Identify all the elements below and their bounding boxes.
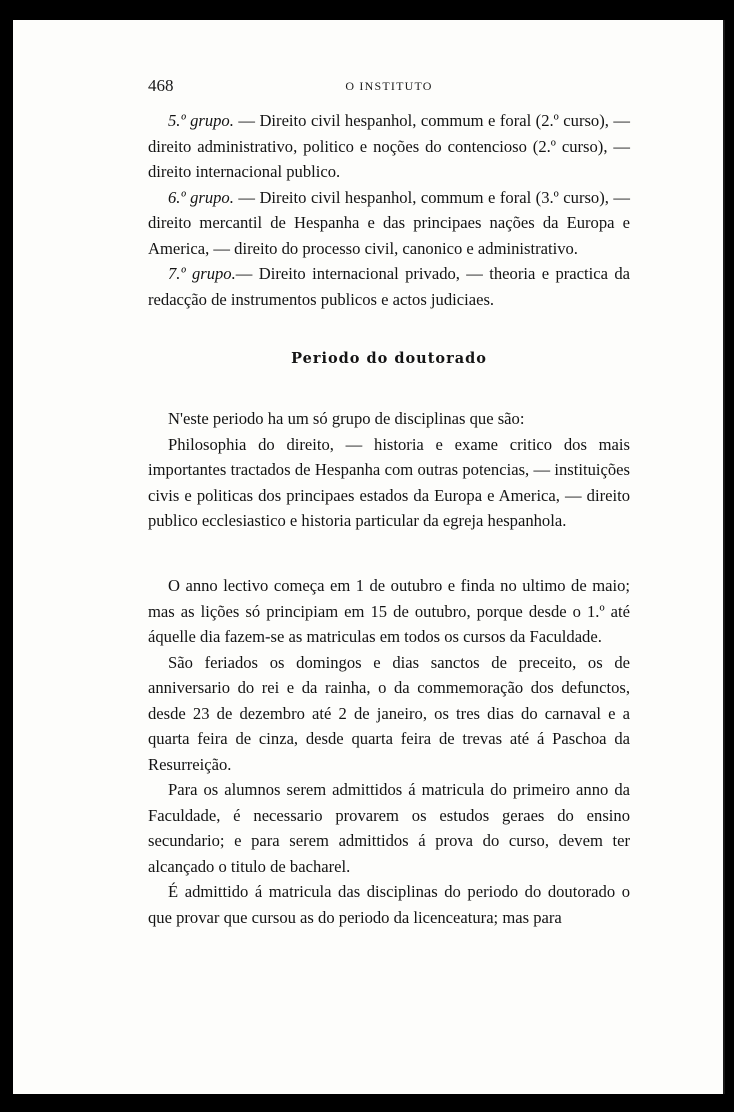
group-text: — Direito internacional privado, — theoria e practica da redacção de instrumentos publicos e actos judiciaes.: [148, 264, 630, 309]
group-text: — Direito civil hespanhol, commum e foral (3.º curso), — direito mercantil de Hespanha e das principaes nações da Europa e America, — direito do processo civil, canonico e administrativo.: [148, 187, 630, 258]
doctorate-intro: N'este periodo ha um só grupo de disciplinas que são:: [168, 409, 525, 428]
group-label: 5.º grupo.: [168, 111, 234, 130]
group-label: 6.º grupo.: [168, 187, 234, 207]
general-rules-section: [148, 573, 630, 930]
section-title: Periodo do doutorado: [291, 350, 487, 367]
page-header: [148, 76, 630, 100]
group-label: 7.º grupo.: [168, 264, 236, 283]
admission-paragraph: Para os alumnos serem admittidos á matricula do primeiro anno da Faculdade, é necessario provarem os estudos geraes do ensino secundario; e para serem admittidos á prova do curso, devem ter alcançado o titulo de bacharel.: [148, 780, 630, 876]
groups-section: [148, 108, 630, 312]
running-title: O INSTITUTO: [345, 79, 433, 93]
page-number: 468: [148, 76, 174, 95]
page-edge: [723, 20, 725, 1094]
group-7-paragraph: [148, 261, 630, 312]
holidays-paragraph: São feriados os domingos e dias sanctos de preceito, os de anniversario do rei e da rainha, o da commemoração dos defunctos, desde 23 de dezembro até 2 de janeiro, os tres dias do carnaval e a quarta feira de cinza, desde quarta feira de trevas até á Paschoa da Resurreição.: [148, 652, 630, 774]
group-text: — Direito civil hespanhol, commum e foral (2.º curso), — direito administrativo, politico e noções do contencioso (2.º curso), — direito internacional publico.: [148, 111, 630, 181]
doctorate-admission-paragraph: É admittido á matricula das disciplinas do periodo do doutorado o que provar que cursou as do periodo da licenceatura; mas para: [148, 882, 630, 927]
group-6-paragraph: [148, 185, 630, 262]
doctorate-disciplines: Philosophia do direito, — historia e exame critico dos mais importantes tractados de Hespanha com outras potencias, — instituições civis e politicas dos principaes estados da Europa e America, — direito publico ecclesiastico e historia particular da egreja hespanhola.: [148, 434, 630, 530]
group-5-paragraph: [148, 108, 630, 185]
doctorate-section: [148, 406, 630, 534]
academic-year-paragraph: O anno lectivo começa em 1 de outubro e finda no ultimo de maio; mas as lições só principiam em 15 de outubro, porque desde o 1.º até áquelle dia fazem-se as matriculas em todos os cursos da Faculdade.: [148, 576, 630, 646]
